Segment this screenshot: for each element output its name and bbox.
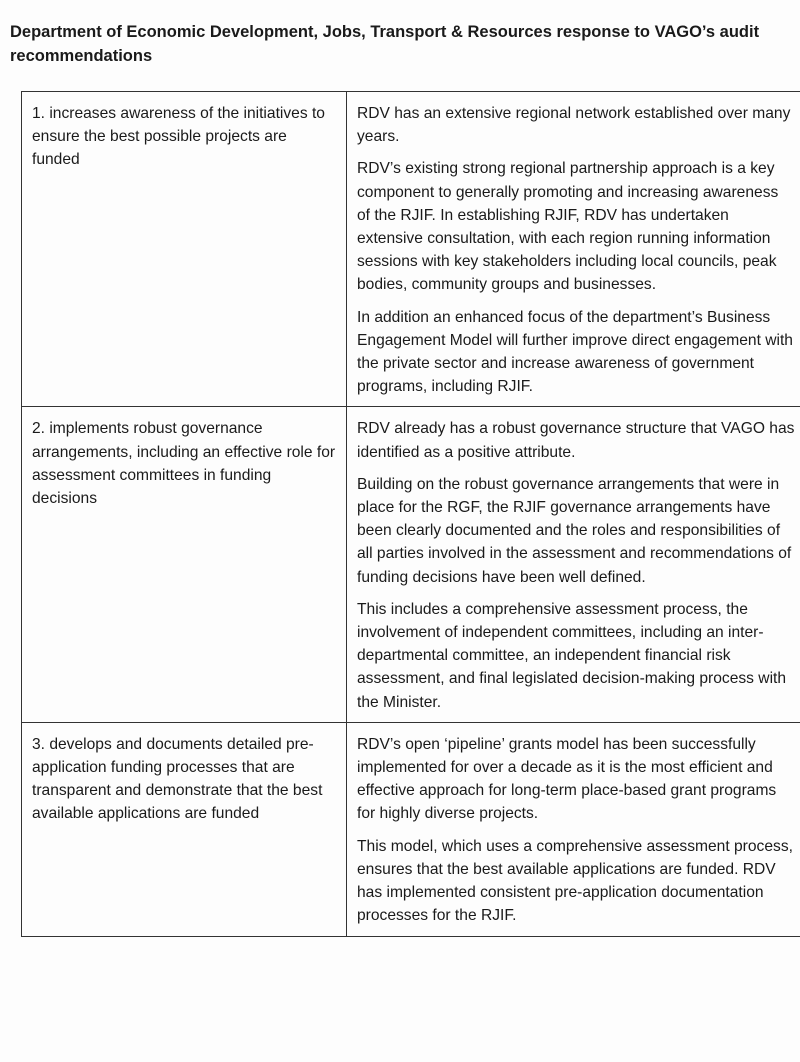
- response-paragraph: RDV’s existing strong regional partnership approach is a key component to generally promoting and increasing awareness of the RJIF. In establishing RJIF, RDV has undertaken extensive consultation, with each region running information sessions with key stakeholders including local councils, peak bodies, community groups and businesses.: [357, 160, 779, 294]
- response-paragraph: RDV’s open ‘pipeline’ grants model has been successfully implemented for over a decade as it is the most efficient and effective approach for long-term place-based grant programs for highly diverse projects.: [357, 735, 777, 823]
- table-row: [22, 92, 800, 407]
- table-row: [22, 722, 800, 936]
- response-paragraph: RDV already has a robust governance structure that VAGO has identified as a positive attribute.: [357, 420, 795, 461]
- response-cell: [347, 92, 800, 407]
- recommendation-cell: 1. increases awareness of the initiatives to ensure the best possible projects are funded: [22, 92, 347, 407]
- response-paragraph: RDV has an extensive regional network established over many years.: [357, 105, 791, 146]
- table-row: [22, 407, 800, 722]
- heading-line-1: Department of Economic Development, Jobs, Transport & Resources response to VAGO’s audit: [10, 23, 760, 41]
- recommendations-table: [21, 91, 800, 937]
- response-paragraph: This model, which uses a comprehensive assessment process, ensures that the best available applications are funded. RDV has implemented consistent pre-application documentation processes for the RJIF.: [357, 837, 793, 925]
- response-paragraph: Building on the robust governance arrangements that were in place for the RGF, the RJIF governance arrangements have been clearly documented and the roles and responsibilities of all parties involved in the assessment and recommendations of funding decisions have been well defined.: [357, 475, 792, 586]
- response-cell: [347, 407, 800, 722]
- document-heading: [10, 20, 780, 68]
- recommendation-cell: 2. implements robust governance arrangements, including an effective role for assessment committees in funding decisions: [22, 407, 347, 722]
- heading-line-2: recommendations: [10, 47, 153, 65]
- response-cell: [347, 722, 800, 936]
- response-paragraph: This includes a comprehensive assessment process, the involvement of independent committees, including an inter-departmental committee, an independent financial risk assessment, and final legislated decision-making process with the Minister.: [357, 600, 787, 711]
- recommendation-cell: 3. develops and documents detailed pre-application funding processes that are transparent and demonstrate that the best available applications are funded: [22, 722, 347, 936]
- response-paragraph: In addition an enhanced focus of the department’s Business Engagement Model will further improve direct engagement with the private sector and increase awareness of government programs, including RJIF.: [357, 308, 793, 396]
